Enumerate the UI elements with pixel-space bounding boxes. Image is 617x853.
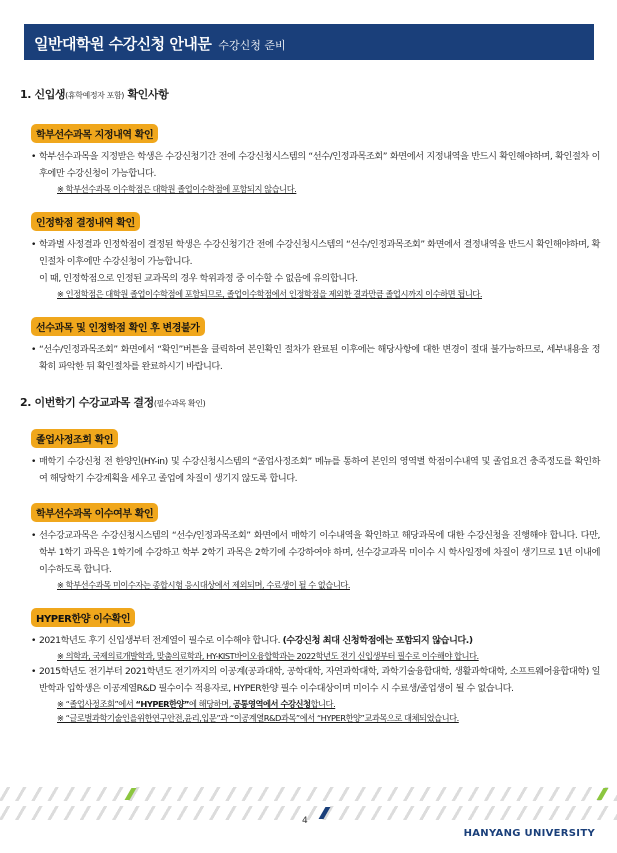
note-hyper-replaced: ※ “글로벌과학기술인을위한연구안전,윤리,입문”과 “이공계열R&D과목”에서 “HYPER한양”교과목으로 대체되었습니다. <box>57 713 459 723</box>
block-credit-recognition <box>31 211 600 301</box>
tag-no-change: 선수과목 및 인정학점 확인 후 변경불가 <box>31 317 205 336</box>
line-credit-recognition: 이 때, 인정학점으로 인정된 교과목의 경우 학위과정 중 이수할 수 없음에 유의합니다. <box>39 273 358 284</box>
footer-stripes-top <box>0 787 617 801</box>
note-prereq-completion: ※ 학부선수과목 미이수자는 종합시험 응시대상에서 제외되며, 수료생이 될 수 없습니다. <box>57 580 350 590</box>
section-1-title-main: 1. 신입생 <box>20 88 66 101</box>
section-2-title-small: (필수과목 확인) <box>153 399 206 408</box>
note-hyper-graduation <box>31 697 600 711</box>
note-hyper-graduation-e: 합니다. <box>310 699 336 709</box>
bullet-hyper-2021-bold: (수강신청 최대 신청학점에는 포함되지 않습니다.) <box>282 635 473 646</box>
page-number: 4 <box>302 816 308 826</box>
bullet-hyper-2021 <box>31 632 600 649</box>
note-hyper-medical: ※ 의학과, 국제의료개발학과, 맞춤의료학과, HY-KIST바이오융합학과는 2022학년도 전기 신입생부터 필수로 이수해야 합니다. <box>57 651 479 661</box>
main-content <box>20 84 600 725</box>
note-hyper-graduation-b: “HYPER한양” <box>135 699 189 709</box>
tag-hyper-hanyang: HYPER한양 이수확인 <box>31 608 135 627</box>
note-hyper-graduation-c: 에 해당하며, <box>188 699 233 709</box>
note-hyper-graduation-d: 공통영역에서 수강신청 <box>232 699 311 709</box>
block-no-change <box>31 316 600 375</box>
section-2-title <box>20 394 600 410</box>
block-hyper-hanyang <box>31 607 600 725</box>
tag-prereq-designation: 학부선수과목 지정내역 확인 <box>31 124 158 143</box>
page-title: 일반대학원 수강신청 안내문 <box>34 35 212 53</box>
note-hyper-graduation-a: ※ “졸업사정조회”에서 <box>57 699 136 709</box>
bullet-prereq-designation: • 학부선수과목을 지정받은 학생은 수강신청기간 전에 수강신청시스템의 “선수/인정과목조회” 화면에서 지정내역을 반드시 확인해야하며, 확인절차 이후에만 수강신청이 가능합니다. <box>31 148 600 182</box>
bullet-graduation-check: • 매학기 수강신청 전 한양인(HY-in) 및 수강신청시스템의 “졸업사정조회” 메뉴를 통하여 본인의 영역별 학점이수내역 및 졸업요건 충족정도를 확인하여 해당학기 수강계획을 세우고 졸업에 차질이 생기지 않도록 합니다. <box>31 453 600 487</box>
bullet-hyper-2021-text: 2021학년도 후기 신입생부터 전계열이 필수로 이수해야 합니다. <box>39 635 283 646</box>
tag-credit-recognition: 인정학점 결정내역 확인 <box>31 212 140 231</box>
block-graduation-check <box>31 428 600 487</box>
tag-prereq-completion: 학부선수과목 이수여부 확인 <box>31 503 158 522</box>
bullet-no-change: • “선수/인정과목조회” 화면에서 “확인”버튼을 클릭하여 본인확인 절차가 완료된 이후에는 해당사항에 대한 변경이 절대 불가능하므로, 세부내용을 정확히 파악한 뒤 확인절차를 완료하시기 바랍니다. <box>31 341 600 375</box>
section-2-title-main: 2. 이번학기 수강교과목 결정 <box>20 396 154 409</box>
bullet-prereq-completion: • 선수강교과목은 수강신청시스템의 “선수/인정과목조회” 화면에서 매학기 이수내역을 확인하고 해당과목에 대한 수강신청을 진행해야 합니다. 다만, 학부 1학기 과목은 1학기에 수강하고 학부 2학기 과목은 2학기에 수강하여야 하며, 선수강교과목 미이수 시 학사일정에 차질이 생기므로 1년 이내에 이수하도록 합니다. <box>31 527 600 578</box>
bullet-hyper-2015: • 2015학년도 전기부터 2021학년도 전기까지의 이공계(공과대학, 공학대학, 자연과학대학, 과학기술융합대학, 생활과학대학, 소프트웨어융합대학) 일반학과 입학생은 이공계열R&D 필수이수 적용자로, HYPER한양 필수 이수대상이며 미이수 시 수료생/졸업생이 될 수 없습니다. <box>31 663 600 697</box>
section-1-title <box>20 86 600 102</box>
bullet-credit-recognition: • 학과별 사정결과 인정학점이 결정된 학생은 수강신청기간 전에 수강신청시스템의 “선수/인정과목조회” 화면에서 결정내역을 반드시 확인해야하며, 확인절차 이후에만 수강신청이 가능합니다. <box>31 236 600 270</box>
block-prereq-designation <box>31 123 600 196</box>
section-1-title-tail: 확인사항 <box>124 88 169 101</box>
tag-graduation-check: 졸업사정조회 확인 <box>31 429 118 448</box>
note-prereq-designation: ※ 학부선수과목 이수학점은 대학원 졸업이수학점에 포함되지 않습니다. <box>57 184 297 194</box>
page-subtitle: 수강신청 준비 <box>218 39 286 52</box>
block-prereq-completion <box>31 502 600 592</box>
note-credit-recognition: ※ 인정학점은 대학원 졸업이수학점에 포함되므로, 졸업이수학점에서 인정학점을 제외한 결과만큼 졸업시까지 이수하면 됩니다. <box>57 289 483 299</box>
section-1-title-small: (휴학예정자 포함) <box>65 91 125 100</box>
university-logo-text: HANYANG UNIVERSITY <box>463 828 595 839</box>
footer-stripes-bottom <box>0 806 617 820</box>
page-header <box>24 24 594 60</box>
